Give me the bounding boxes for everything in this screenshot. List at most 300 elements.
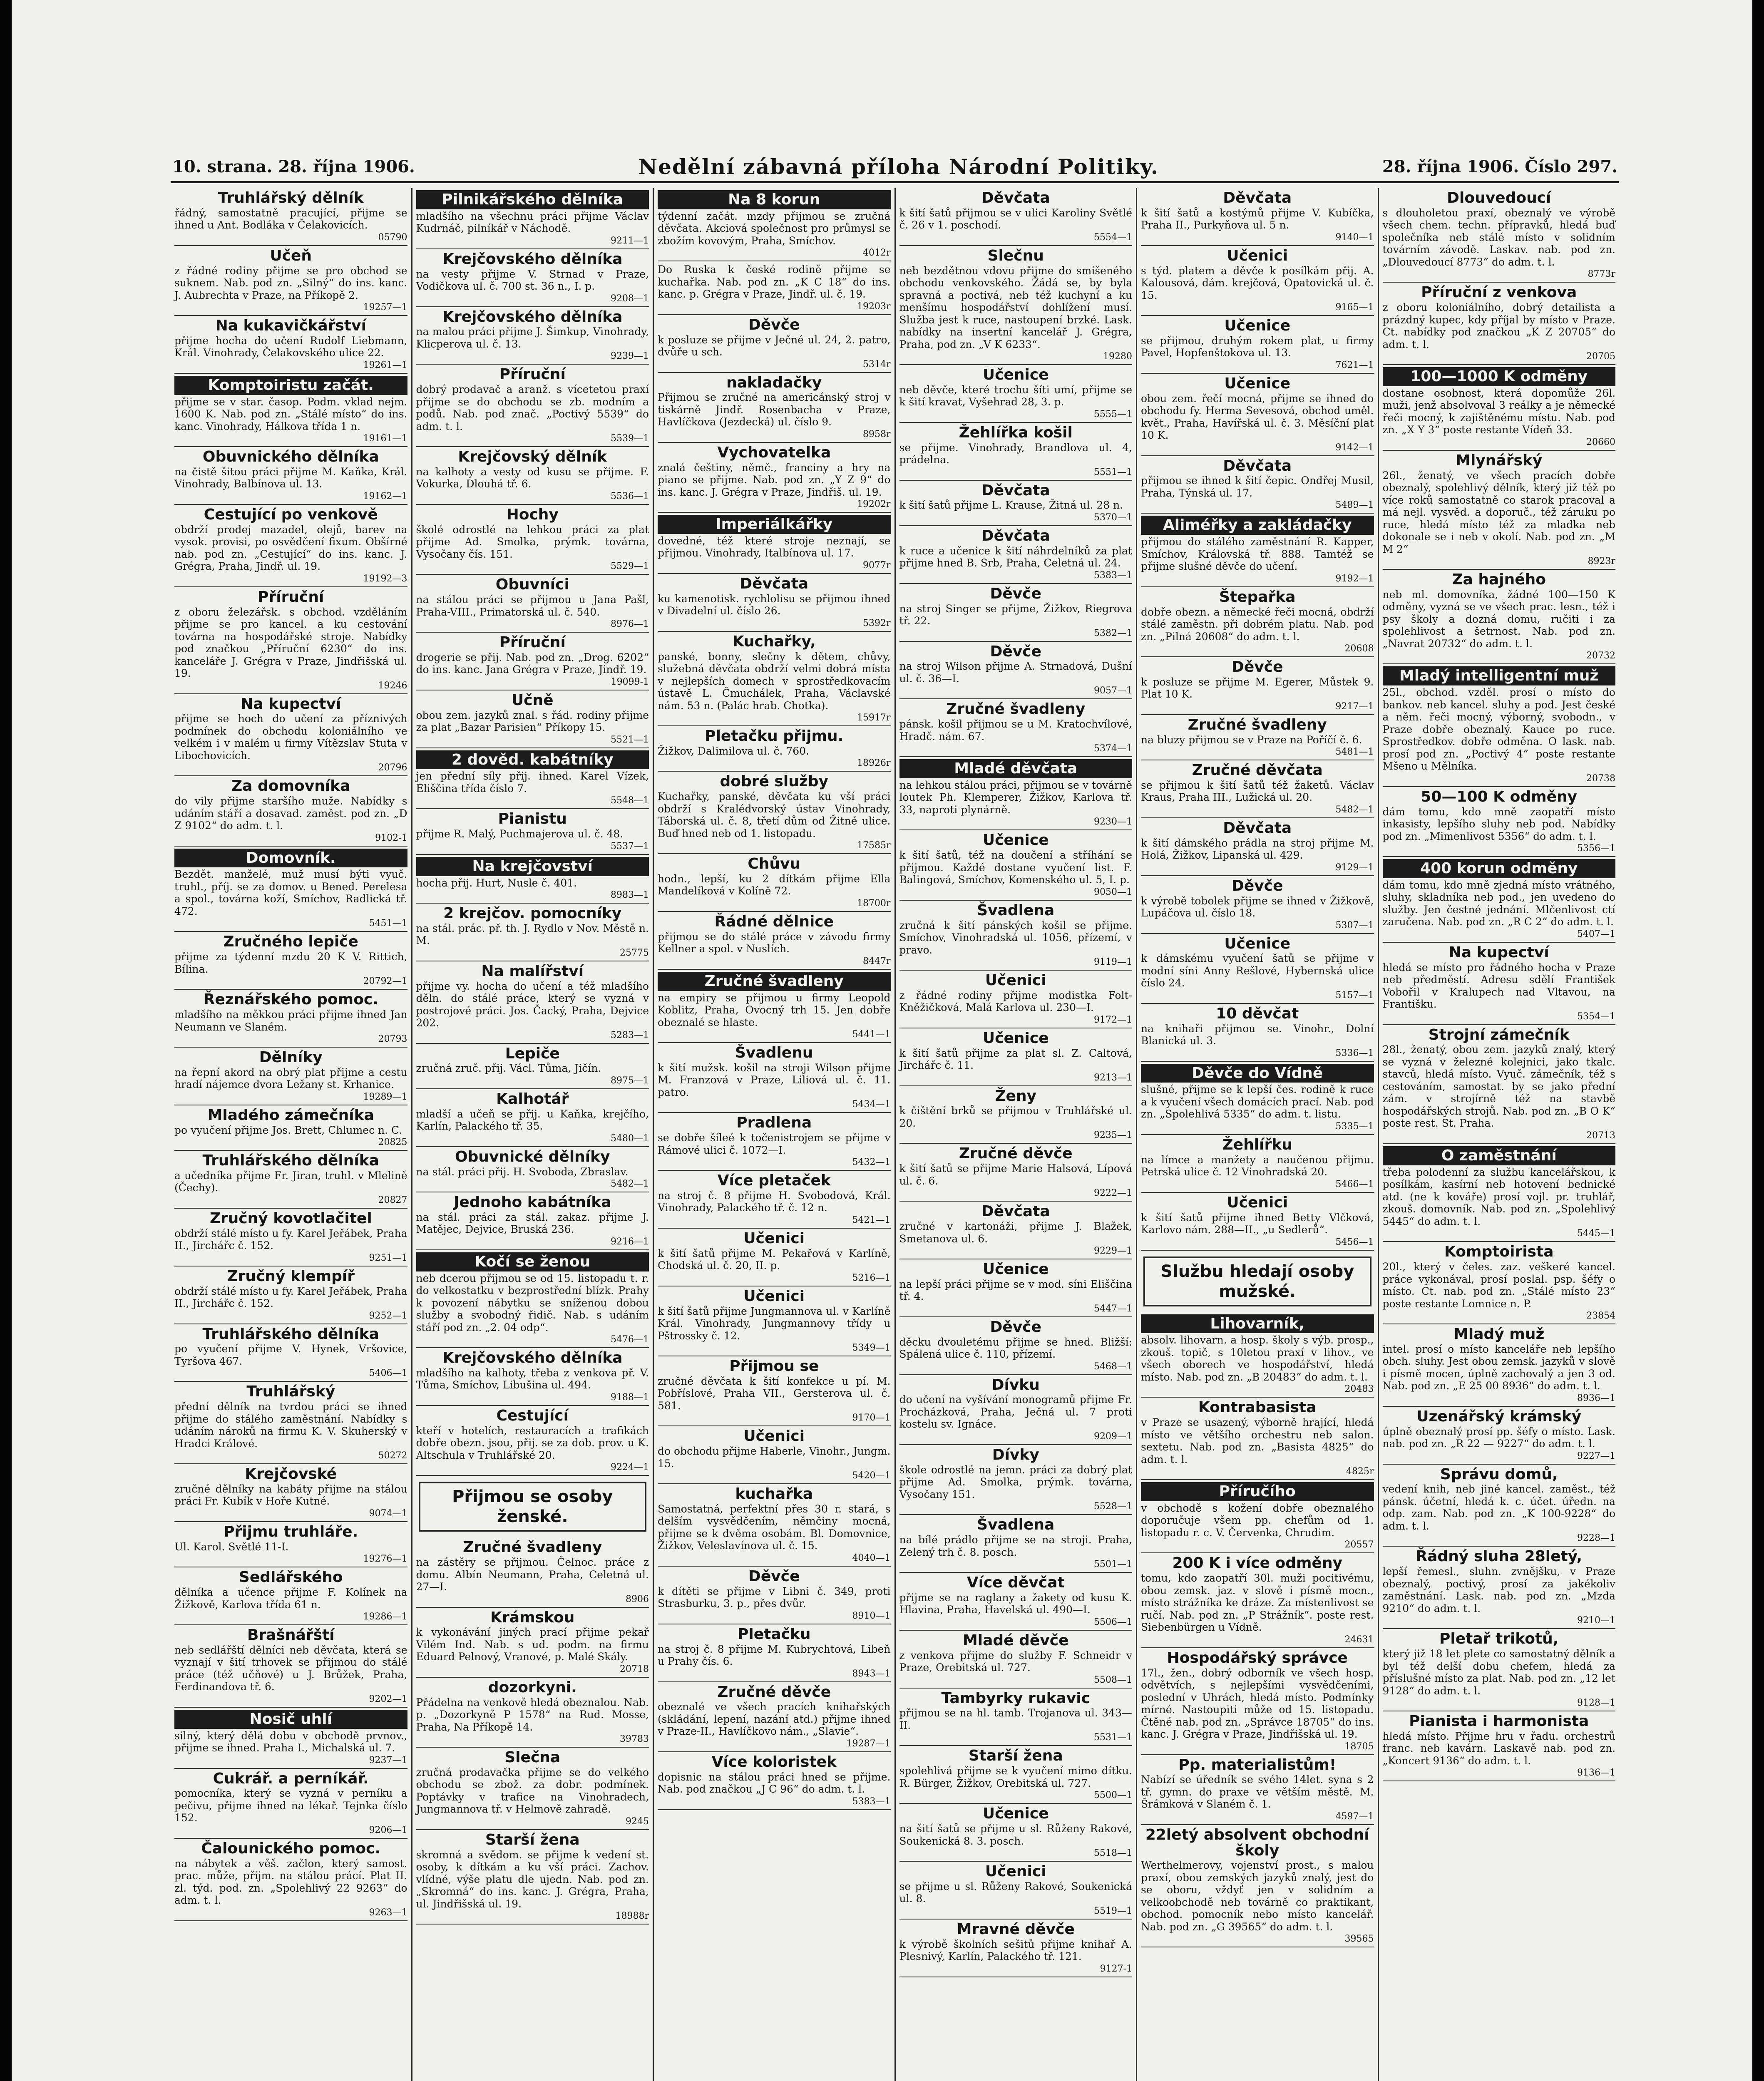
classified-ad [174, 447, 407, 505]
ad-heading: Švadlena [977, 1516, 1055, 1534]
ad-heading: Obuvníci [495, 576, 569, 594]
classified-ad [1383, 188, 1616, 283]
ad-reference-number: 9239—1 [611, 351, 649, 362]
ad-reference-number: 19202r [857, 499, 891, 510]
ad-heading: Chůvu [748, 855, 801, 873]
ad-reference-number: 8958r [862, 429, 891, 440]
ad-reference-number: 5420—1 [852, 1470, 891, 1481]
ad-reference-number: 20796 [378, 762, 407, 773]
ad-text: pomocníka, který se vyzná v perníku a pečivu, přijme ihned na lékař. Tejnka číslo 152. [174, 1787, 407, 1824]
ad-heading: kuchařka [735, 1485, 813, 1503]
ad-text: k dámskému vyučení šatů se přijme v modní síni Anny Rešlové, Hybernská ulice číslo 24. [1141, 952, 1374, 989]
ad-reference-number: 9228—1 [1577, 1533, 1615, 1544]
classified-ad [1383, 1407, 1616, 1465]
classified-ad [1383, 1324, 1616, 1407]
classified-ad [899, 1920, 1133, 1977]
ad-text: Kuchařky, panské, děvčata ku vší práci obdrží s Kralédvorský ústav Vinohrady, Táborská ul. č. 8, třetí dům od Žitné ulice. Buď hned neb od 1. listopadu. [658, 790, 891, 839]
ad-heading: Učenice [982, 1029, 1049, 1047]
ad-reference-number: 8976—1 [611, 619, 649, 630]
ad-text: na stroj Singer se přijme, Žižkov, Riegrova tř. 22. [899, 602, 1132, 627]
ad-reference-number: 9142—1 [1335, 442, 1374, 453]
ad-text: se dobře šíleé k točenistrojem se přijme v Rámové ulici č. 1072—I. [658, 1132, 891, 1156]
classified-ad [1383, 1711, 1616, 1781]
classified-ad [416, 1147, 649, 1192]
ad-reference-number: 9230—1 [1094, 817, 1132, 827]
classified-ad [899, 1317, 1133, 1375]
classified-ad [1383, 943, 1616, 1025]
ad-reference-number: 50272 [378, 1450, 407, 1461]
ad-text: na stálou práci se přijmou u Jana Pašl, Praha-VIII., Primatorská ul. č. 540. [416, 594, 649, 618]
ad-heading: Kuchařky, [732, 633, 816, 650]
classified-ad [416, 1678, 649, 1748]
ad-text: kteří v hotelích, restauracích a trafikách dobře obezn. jsou, přij. se za dob. prov. u K. Altschula v Truhlářské 20. [416, 1424, 649, 1461]
ad-columns [171, 188, 1619, 2081]
ad-text: na nábytek a věš. začlon, který samost. prac. může, přijm. na stálou prácí. Plat II. zl. týd. pod. zn. „Spolehlivý 22 9263“ do adm. t. l. [174, 1857, 407, 1907]
ad-heading: Dívky [992, 1446, 1039, 1463]
classified-ad [174, 374, 407, 447]
ad-heading: O zaměstnání [1383, 1146, 1616, 1165]
ad-reference-number: 5216—1 [852, 1272, 891, 1283]
ad-reference-number: 9074—1 [369, 1508, 407, 1519]
classified-ad [899, 188, 1133, 246]
ad-reference-number: 9140—1 [1335, 232, 1374, 243]
ad-reference-number: 5536—1 [611, 491, 649, 502]
ad-reference-number: 19203r [857, 301, 891, 312]
ad-reference-number: 5445—1 [1577, 1228, 1615, 1239]
ad-heading: Zručný klempíř [227, 1267, 355, 1285]
classified-ad [1141, 934, 1374, 1004]
ad-reference-number: 23854 [1586, 1311, 1615, 1321]
ad-reference-number: 5508—1 [1094, 1674, 1132, 1685]
ad-reference-number: 9057—1 [1094, 685, 1132, 696]
ad-heading: Příruční [258, 588, 324, 606]
ad-heading: Zručné děvče [717, 1683, 831, 1701]
ad-reference-number: 5466—1 [1335, 1179, 1374, 1189]
ad-heading: Cukrář. a perníkář. [213, 1770, 369, 1787]
ad-heading: Děvče [990, 585, 1042, 602]
ad-text: úplně obeznalý prosí pp. šéfy o místo. Lask. nab. pod zn. „R 22 — 9227“ do adm. t. l. [1382, 1425, 1615, 1450]
classified-ad [658, 1752, 891, 1810]
ad-text: hodn., lepší, ku 2 dítkám přijme Ella Mandelíková v Kolíně 72. [658, 872, 891, 897]
ad-reference-number: 5554—1 [1094, 232, 1132, 243]
classified-ad [416, 1406, 649, 1476]
ad-text: z řádné rodiny přijme se pro obchod se suknem. Nab. pod zn. „Silný“ do ins. kanc. J. Aubrechta v Praze, na Příkopě 2. [174, 264, 407, 301]
ad-heading: Starší žena [485, 1831, 580, 1848]
classified-ad [174, 1567, 407, 1625]
ad-reference-number: 17585r [857, 840, 891, 851]
classified-ad [1141, 1193, 1374, 1251]
classified-ad [174, 1105, 407, 1151]
classified-ad [416, 1089, 649, 1147]
ad-reference-number: 18988r [615, 1911, 649, 1922]
ad-heading: Strojní zámečník [1428, 1026, 1570, 1043]
ad-text: znalá češtiny, němč., franciny a hry na piano se přijme. Nab. pod zn. „Y Z 9“ do ins. kanc. J. Grégra v Praze, Jindřiš. ul. 19. [658, 461, 891, 498]
ad-heading: Zručné švadleny [658, 972, 891, 991]
ad-heading: Příruční z venkova [1421, 284, 1577, 301]
ad-text: dělníka a učence přijme F. Kolínek na Žižkově, Karlova třída 61 n. [174, 1586, 407, 1611]
ad-heading: nakladačky [726, 374, 822, 391]
ad-text: na čistě šitou práci přijme M. Kaňka, Král. Vinohrady, Balbínova ul. 13. [174, 465, 407, 490]
ad-heading: Zručné švadleny [1188, 716, 1327, 733]
ad-text: k šití šatů, též na doučení a stříhání se přijmou. Každé dostane vyučení list. F. Balingová, Smíchov, Komenského ul. 5, I. p. [899, 849, 1132, 886]
ad-reference-number: 9229—1 [1094, 1246, 1132, 1257]
ad-text: obeznalé ve všech pracích knihařských (skládání, lepení, nazání atd.) přijme ihned v Praze-II., Havlíčkovo nám., „Slavie“. [658, 1701, 891, 1738]
classified-ad [1141, 1480, 1374, 1553]
ad-heading: Dělníky [259, 1049, 323, 1066]
ad-reference-number: 4040—1 [852, 1552, 891, 1563]
ad-text: přijme se na raglany a žakety od kusu K. Hlavina, Praha, Havelská ul. 490—I. [899, 1591, 1132, 1616]
classified-ad [174, 1708, 407, 1769]
ad-heading: Učenice [1224, 317, 1291, 335]
ad-heading: Domovník. [174, 849, 407, 868]
classified-ad [1383, 1144, 1616, 1242]
ad-reference-number: 9170—1 [852, 1413, 891, 1423]
ad-heading: Hochy [506, 506, 559, 523]
ad-heading: Žehlířka košil [959, 424, 1073, 441]
ad-text: s týd. platem a děvče k posílkám přij. A. Kalousová, dám. krejčová, Opatovická ul. č. 15. [1141, 264, 1374, 301]
ad-reference-number: 5392r [862, 618, 891, 628]
ad-heading: Truhlářský [246, 1383, 335, 1401]
classified-ad [899, 642, 1133, 700]
ad-text: na bílé prádlo přijme se na stroji. Praha, Zelený trh č. 8. posch. [899, 1534, 1132, 1558]
ad-reference-number: 5283—1 [611, 1030, 649, 1040]
ad-text: přijmou do stálého zaměstnání R. Kapper, Smíchov, Královská tř. 888. Tamtéž se přijme slušné děvče do učení. [1141, 536, 1374, 573]
ad-heading: Lepiče [505, 1045, 560, 1062]
ad-text: zručná prodavačka přijme se do velkého obchodu se zbož. za dobr. podmínek. Poptávky v trafice na Vinohradech, Jungmannova tř. v Helmově zahradě. [416, 1766, 649, 1815]
ad-reference-number: 18700r [857, 898, 891, 909]
ad-text: k šití šatů se přijme Marie Halsová, Lípová ul. č. 6. [899, 1162, 1132, 1187]
ad-heading: Na malířství [481, 962, 584, 980]
ad-text: jen přední síly přij. ihned. Karel Vízek, Eliščina třída číslo 7. [416, 770, 649, 795]
classified-ad [658, 1113, 891, 1171]
ad-heading: Pletačku [737, 1625, 811, 1643]
ad-heading: Švadlenu [735, 1044, 813, 1062]
ad-heading: Pianista i harmonista [1409, 1713, 1589, 1730]
classified-ad [416, 690, 649, 748]
ad-heading: Komptoirista [1444, 1243, 1554, 1261]
ad-heading: Učenici [985, 1863, 1046, 1880]
ad-heading: Děvčata [1223, 819, 1292, 837]
ad-text: k šití šatů přijme M. Pekařová v Karlíně, Chodská ul. č. 20, II. p. [658, 1247, 891, 1272]
classified-ad [1141, 1135, 1374, 1193]
ad-heading: Řádné dělnice [714, 913, 834, 930]
ad-text: obou zem. řečí mocná, přijme se ihned do obchodu fy. Herma Sevesová, obchod uměl. květ., Praha, Havířská ul. č. 3. Měsíční plat 10 K. [1141, 392, 1374, 442]
ad-text: obdrží stálé místo u fy. Karel Jeřábek, Praha II., Jirchářc č. 152. [174, 1285, 407, 1310]
classified-ad [1141, 1553, 1374, 1648]
ad-text: drogerie se přij. Nab. pod zn. „Drog. 6202“ do ins. kanc. Jana Grégra v Praze, Jindř. 19. [416, 651, 649, 676]
ad-reference-number: 8975—1 [611, 1075, 649, 1086]
ad-reference-number: 5451—1 [369, 918, 407, 929]
ad-reference-number: 39565 [1344, 1934, 1374, 1944]
ad-text: na stál. prác. př. th. J. Rydlo v Nov. Městě n. M. [416, 922, 649, 947]
classified-ad [658, 912, 891, 970]
classified-ad [416, 249, 649, 307]
classified-ad [416, 365, 649, 447]
ad-heading: dozorkyni. [488, 1679, 577, 1696]
ad-heading: Zručné švadleny [463, 1539, 602, 1556]
ad-reference-number: 7621—1 [1335, 360, 1374, 370]
classified-ad [416, 633, 649, 690]
ad-reference-number: 5528—1 [1094, 1501, 1132, 1512]
ad-reference-number: 9252—1 [369, 1310, 407, 1321]
ad-reference-number: 5406—1 [369, 1368, 407, 1379]
ad-text: neb děvče, které trochu šíti umí, přijme se k šití kravat, Vyšehrad 28, 3. p. [899, 383, 1132, 408]
ad-reference-number: 5383—1 [852, 1796, 891, 1807]
classified-ad [899, 584, 1133, 642]
ad-text: přijme vy. hocha do učení a též mladšího děln. do stálé práce, který se vyzná v postrojové práci. Jos. Čacký, Praha, Dejvice 202. [416, 980, 649, 1029]
classified-ad [174, 1522, 407, 1567]
classified-ad [1383, 1629, 1616, 1711]
ad-text: Bezdět. manželé, muž musí býti vyuč. truhl., příj. se za domov. u Bened. Perelesa a spol., továrna koží, Smíchov, Radlická tř. 472. [174, 868, 407, 917]
ad-heading: Ženy [995, 1087, 1037, 1105]
ad-heading: Děvče do Vídně [1141, 1064, 1374, 1083]
ad-heading: Krejčovského dělníka [442, 250, 623, 268]
ad-text: spolehlivá přijme se k vyučení mimo dítku. R. Bürger, Žižkov, Orebitská ul. 727. [899, 1765, 1132, 1789]
ad-reference-number: 5370—1 [1094, 512, 1132, 523]
ad-text: Přádelna na venkově hledá obeznalou. Nab. p. „Dozorkyně P 1578“ na Rud. Mosse, Praha, Na Příkopě 14. [416, 1696, 649, 1733]
masthead-title: Nedělní zábavná příloha Národní Politiky. [638, 154, 1159, 179]
ad-reference-number: 5482—1 [611, 1179, 649, 1189]
ad-reference-number: 20825 [378, 1137, 407, 1148]
ad-heading: Na kupectví [1448, 944, 1549, 961]
classified-ad [1141, 1755, 1374, 1825]
ad-reference-number: 5519—1 [1094, 1905, 1132, 1916]
ad-heading: Řádný sluha 28letý, [1416, 1548, 1583, 1565]
classified-ad [1141, 1648, 1374, 1755]
scan-edge-left [0, 0, 12, 2081]
classified-ad [658, 854, 891, 912]
ad-text: řádný, samostatně pracující, přijme se ihned u Ant. Bodláka v Čelakovicích. [174, 206, 407, 231]
ad-heading: Děvče [748, 1567, 800, 1585]
classified-ad [658, 443, 891, 513]
ad-text: hocha přij. Hurt, Nusle č. 401. [416, 877, 577, 889]
classified-ad [174, 1324, 407, 1382]
classified-ad [174, 1048, 407, 1105]
ad-heading: Více pletaček [717, 1172, 831, 1189]
ad-text: obdrží prodej mazadel, olejů, barev na vysok. provisi, po osvědčení fixum. Obšírné nab. pod zn. „Cestující“ do ins. kanc. J. Grégra, Praha, Jindř. ul. 19. [174, 523, 407, 573]
ad-text: se přijme u sl. Růženy Rakové, Soukenická ul. 8. [899, 1880, 1132, 1905]
ad-reference-number: 5447—1 [1094, 1303, 1132, 1314]
ad-text: hledá místo. Přijme hru v řadu. orchestrů franc. neb kavárn. Laskavě nab. pod zn. „Koncert 9136“ do adm. t. l. [1382, 1730, 1615, 1767]
ad-heading: Brašnářští [247, 1627, 335, 1644]
ad-column-5 [1137, 188, 1379, 2081]
ad-reference-number: 19287—1 [846, 1738, 891, 1749]
classified-ad [658, 1624, 891, 1682]
classified-ad [174, 776, 407, 846]
ad-text: zručná zruč. přij. Václ. Tůma, Jičín. [416, 1062, 601, 1075]
ad-reference-number: 5537—1 [611, 841, 649, 852]
classified-ad [174, 1839, 407, 1921]
ad-heading: 2 krejčov. pomocníky [443, 905, 622, 922]
ad-reference-number: 9136—1 [1577, 1768, 1615, 1778]
ad-reference-number: 8910—1 [852, 1610, 891, 1621]
classified-ad [899, 901, 1133, 971]
classified-ad [1383, 787, 1616, 857]
ad-reference-number: 8906 [626, 1594, 649, 1604]
ad-text: po vyučení přijme V. Hynek, Vršovice, Tyršova 467. [174, 1343, 407, 1367]
ad-reference-number: 5356—1 [1577, 843, 1615, 854]
ad-text: do učení na vyšívání monogramů přijme Fr. Procházková, Praha, Ječná ul. 7 proti kostelu sv. Ignáce. [899, 1393, 1132, 1430]
ad-reference-number: 5456—1 [1335, 1237, 1374, 1247]
ad-reference-number: 5518—1 [1094, 1848, 1132, 1859]
classified-ad [1141, 514, 1374, 587]
ad-text: 26l., ženatý, ve všech pracích dobře obeznalý, spolehlivý dělník, který již též po více roků samostatně co starok pracoval a má nejl. vysvěd. a doporuč., též záruku po ruce, hledá místo též za mladka neb dokonale se i neb v okolí. Nab. pod zn. „M M 2“ [1382, 469, 1615, 555]
ad-reference-number: 20732 [1586, 651, 1615, 661]
classified-ad [1141, 1398, 1374, 1480]
ad-heading: Sedlářského [239, 1569, 343, 1586]
classified-ad [658, 772, 891, 854]
ad-reference-number: 9217—1 [1335, 701, 1374, 712]
ad-text: na límce a manžety a naučenou přijmu. Petrská ulice č. 12 Vinohradská 20. [1141, 1153, 1374, 1178]
ad-reference-number: 5531—1 [1094, 1732, 1132, 1743]
classified-ad [658, 1229, 891, 1286]
ad-text: dobře obezn. a německé řeči mocná, obdrží stálé zaměstn. při dobrém platu. Nab. pod zn. „Pilná 20608“ do adm. t. l. [1141, 606, 1374, 643]
ad-heading: Mladé děvče [962, 1632, 1069, 1649]
classified-ad [899, 699, 1133, 757]
ad-heading: Krejčovského dělníka [442, 1349, 623, 1367]
ad-reference-number: 9227—1 [1577, 1450, 1615, 1461]
ad-heading: Slečna [504, 1749, 561, 1766]
classified-ad [899, 1028, 1133, 1086]
classified-ad [174, 1625, 407, 1708]
ad-heading: Krejčovské [245, 1465, 337, 1483]
classified-ad [1141, 657, 1374, 715]
classified-ad [416, 1537, 649, 1607]
ad-text: k šití dámského prádla na stroj přijme M. Holá, Žižkov, Lipanská ul. 429. [1141, 837, 1374, 862]
classified-ad [899, 1515, 1133, 1573]
classified-ad [1383, 1025, 1616, 1144]
ad-text: absolv. lihovarn. a hosp. školy s výb. prosp., zkouš. topič, s 10letou praxí v lihov., ve všech oborech ve hospodářství, hledá místo. Nab. pod zn. „B 20483“ do adm. t. l. [1141, 1334, 1374, 1383]
ad-heading: Více koloristek [711, 1753, 837, 1771]
ad-reference-number: 9129—1 [1335, 862, 1374, 873]
ad-reference-number: 5432—1 [852, 1157, 891, 1168]
ad-heading: Zručné švadleny [946, 700, 1086, 718]
ad-reference-number: 8943—1 [852, 1668, 891, 1679]
ad-text: ku kamenotisk. rychlolisu se přijmou ihned v Divadelní ul. číslo 26. [658, 592, 891, 617]
classified-ad [174, 1151, 407, 1209]
ad-reference-number: 25775 [620, 947, 649, 958]
ad-text: skromná a svědom. se přijme k vedení st. osoby, k dítkám a ku vší práci. Zachov. vlídné, výše platu dle ujedn. Nab. pod zn. „Skromná“ do ins. kanc. J. Grégra, Praha, ul. Jindřišská ul. 19. [416, 1848, 649, 1910]
ad-text: přijmou se ihned k šití čepic. Ondřej Musil, Praha, Týnská ul. 17. [1141, 474, 1374, 499]
ad-heading: Příručího [1141, 1482, 1374, 1501]
classified-ad [1383, 1242, 1616, 1324]
ad-heading: Za domovníka [231, 777, 350, 795]
ad-reference-number: 9192—1 [1335, 573, 1374, 584]
ad-text: na zástěry se přijmou. Čelnoc. práce z domu. Albín Neumann, Praha, Celetná ul. 27—I. [416, 1556, 649, 1593]
classified-ad [1141, 1825, 1374, 1948]
ad-heading: Přijmou se [729, 1358, 819, 1375]
classified-ad [899, 830, 1133, 900]
classified-ad [416, 447, 649, 505]
classified-ad [174, 1769, 407, 1839]
ad-heading: Dívku [991, 1376, 1040, 1393]
classified-ad [1141, 1062, 1374, 1135]
ad-heading: Na 8 korun [658, 190, 891, 209]
ad-text: s dlouholetou praxí, obeznalý ve výrobě všech chem. techn. přípravků, hledá buď společníka neb stálé místo v solidním továrním závodě. Laskav. nab. pod zn. „Dlouvedoucí 8773“ do adm. t. l. [1382, 206, 1615, 268]
ad-column-2 [412, 188, 654, 2081]
classified-ad [899, 757, 1133, 830]
classified-ad [899, 1086, 1133, 1144]
ad-heading: Mladého zámečníka [207, 1106, 374, 1124]
ad-text: na stál. práci přij. H. Svoboda, Zbraslav. [416, 1165, 629, 1178]
classified-ad [1383, 451, 1616, 570]
classified-ad [1383, 857, 1616, 943]
ad-heading: Mladý muž [1453, 1326, 1545, 1343]
ad-heading: Učenice [982, 1805, 1049, 1823]
ad-text: na stroj č. 8 přijme H. Svobodová, Král. Vinohrady, Palackého tř. č. 12 n. [658, 1189, 891, 1214]
classified-ad [174, 1209, 407, 1266]
ad-reference-number: 19161—1 [363, 433, 407, 444]
ad-heading: Učenici [743, 1428, 805, 1445]
ad-text: k ruce a učenice k šití náhrdelníků za plat přijme hned B. Srb, Praha, Celetná ul. 24. [899, 544, 1132, 569]
ad-text: přijme se hoch do učení za příznivých podmínek do obchodu koloniálního ve velkém i v malém u firmy Vítězslav Stuta v Libochovicích. [174, 713, 407, 762]
ad-column-4 [896, 188, 1138, 2081]
ad-reference-number: 5500—1 [1094, 1790, 1132, 1801]
ad-reference-number: 9128—1 [1577, 1698, 1615, 1709]
ad-text: pánsk. košil přijmou se u M. Kratochvílové, Hradč. nám. 67. [899, 718, 1132, 743]
ad-heading: Zručného lepiče [223, 933, 358, 951]
classified-ad [1383, 1547, 1616, 1629]
ad-heading: Za hajného [1452, 571, 1546, 589]
ad-text: 17l., žen., dobrý odborník ve všech hosp. odvětvích, s nejlepšími vysvědčeními, poslední v Uhrách, hledá místo. Podmínky mírné. Nastoupiti může od 15. listopadu. Čtěné nab. pod zn. „Správce 18705“ do ins. kanc. J. Grégra v Praze, Jindřišská ul. 19. [1141, 1666, 1374, 1741]
ad-reference-number: 5383—1 [1094, 570, 1132, 581]
classified-ad [174, 1382, 407, 1464]
ad-reference-number: 19280 [1103, 351, 1132, 362]
classified-ad [899, 1445, 1133, 1515]
classified-ad [1383, 283, 1616, 365]
ad-text: neb bezdětnou vdovu přijme do smíšeného obchodu venkovského. Žádá se, by byla spravná a poctivá, neb též kuchyní a ku menšímu hospodářství dohlížení musí. Služba jest k ruce, nastoupení brzké. Lask. nabídky na insertní kancelář J. Grégra, Praha, pod zn. „V K 6233“. [899, 264, 1132, 350]
ad-text: z řádné rodiny přijme modistka Folt-Kněžičková, Malá Karlova ul. 230—I. [899, 989, 1132, 1014]
ad-heading: Zručné děvčata [1192, 762, 1323, 779]
ad-text: mladšího na měkkou práci přijme ihned Jan Neumann ve Slaném. [174, 1008, 407, 1033]
ad-heading: Hospodářský správce [1167, 1649, 1348, 1666]
ad-reference-number: 9208—1 [611, 293, 649, 304]
ad-text: lepší řemesl., sluhn. zvnějšku, v Praze obeznalý, poctivý, prosí za jakékoliv zaměstnání. Lask. nab. pod zn. „Mzda 9210“ do adm. t. l. [1382, 1565, 1615, 1614]
ad-text: mladší a učeň se přij. u Kaňka, krejčího, Karlín, Palackého tř. 35. [416, 1108, 649, 1132]
classified-ad [899, 526, 1133, 584]
classified-ad [899, 971, 1133, 1028]
ad-reference-number: 19286—1 [363, 1612, 407, 1622]
ad-text: na řepní akord na obrý plat přijme a cestu hradí nájemce dvora Ležany st. Krhanice. [174, 1066, 407, 1091]
ad-reference-number: 4012r [862, 248, 891, 258]
ad-text: 20l., který v čeles. zaz. veškeré kancel. práce vykonával, prosí poslal. psp. šéfy o místo. Ct. nab. pod zn. „Stálé místo 23“ poste restante Lomnice n. P. [1382, 1261, 1615, 1310]
classified-ad [899, 1631, 1133, 1689]
ad-reference-number: 20718 [620, 1664, 649, 1674]
ad-reference-number: 9237—1 [369, 1755, 407, 1766]
ad-heading: 400 korun odměny [1383, 859, 1616, 878]
ad-heading: Děvče [990, 1318, 1042, 1336]
ad-reference-number: 5382—1 [1094, 628, 1132, 638]
ad-heading: Děvčata [981, 1203, 1050, 1220]
ad-text: přijme za týdenní mzdu 20 K V. Rittich, Bílina. [174, 951, 407, 975]
ad-text: Samostatná, perfektní přes 30 r. stará, s delším vysvědčením, němčiny mocná, přijme se k dvěma osobám. Bl. Domovnice, Žižkov, Veleslavínova ul. č. 15. [658, 1502, 891, 1552]
issue-number-date: 28. října 1906. Číslo 297. [1382, 156, 1617, 176]
ad-text: zručné dělníky na kabáty přijme na stálou práci Fr. Kubík v Hoře Kutné. [174, 1483, 407, 1507]
ad-text: vedení knih, neb jiné kancel. zaměst., též pánsk. účetní, hledá k. c. účet. úředn. na odp. zam. Nab. pod zn. „K 100-9228“ do adm. t. l. [1382, 1483, 1615, 1532]
classified-ad [658, 188, 891, 261]
ad-reference-number: 9209—1 [1094, 1431, 1132, 1442]
ad-text: obdrží stálé místo u fy. Karel Jeřábek, Praha II., Jirchářc č. 152. [174, 1227, 407, 1252]
ad-text: přední dělník na tvrdou práci se ihned přijme do stálého zaměstnání. Nabídky s udáním nároků na firmu K. V. Skuherský v Hradci Králové. [174, 1401, 407, 1450]
ad-heading: Švadlena [977, 901, 1055, 919]
ad-heading: Pletačku přijmu. [705, 728, 844, 745]
ad-heading: Žehlířku [1222, 1136, 1292, 1153]
ad-reference-number: 8923r [1588, 556, 1615, 567]
ad-reference-number: 8983—1 [611, 890, 649, 901]
ad-heading: Na krejčovství [416, 857, 649, 876]
classified-ad [899, 1202, 1133, 1259]
ad-text: k šití šatů přijme za plat sl. Z. Caltová, Jirchářc č. 11. [899, 1047, 1132, 1072]
